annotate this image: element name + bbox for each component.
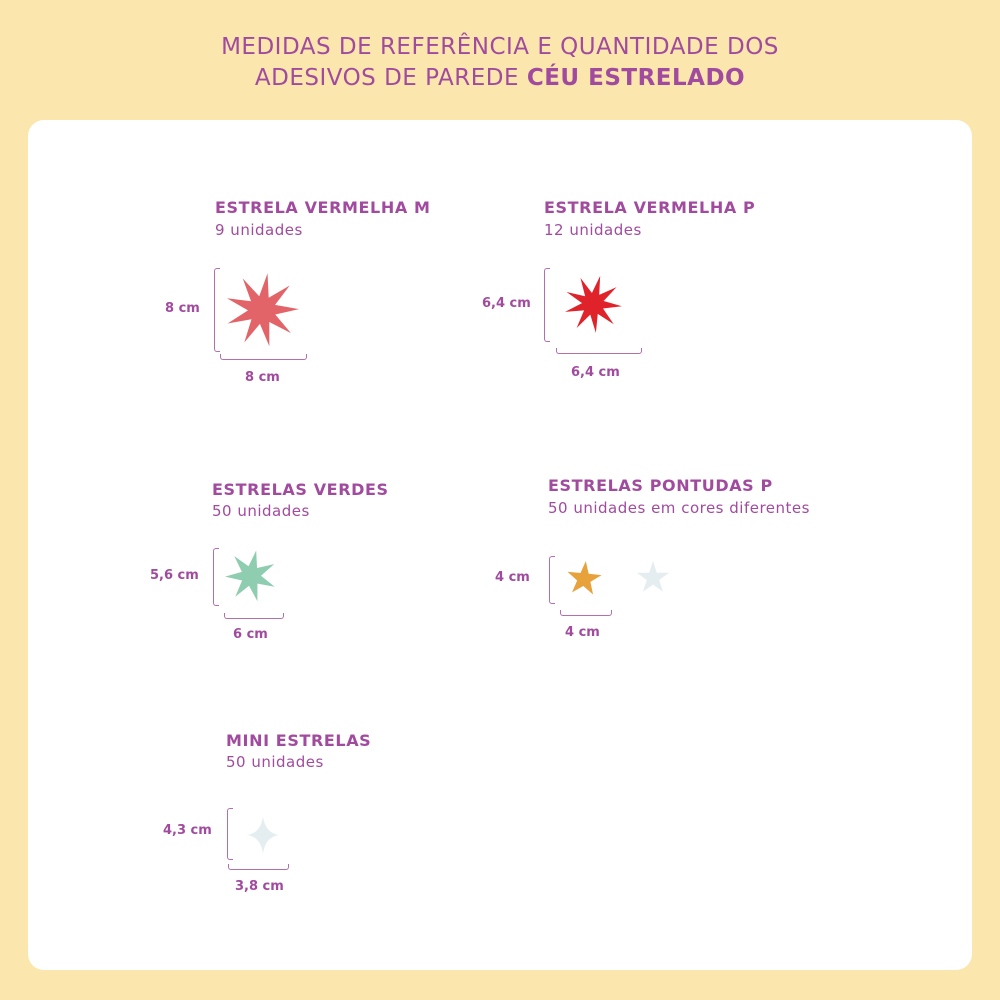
height-bracket	[544, 268, 550, 342]
star-7-point-icon	[224, 551, 278, 601]
width-label: 6,4 cm	[571, 365, 620, 380]
height-bracket	[213, 548, 219, 606]
star-5-point-icon	[565, 560, 603, 598]
title-line-2	[0, 63, 1000, 94]
height-bracket	[227, 808, 233, 860]
title-line-1: MEDIDAS DE REFERÊNCIA E QUANTIDADE DOS	[221, 34, 779, 60]
height-bracket	[214, 268, 220, 352]
width-bracket	[228, 864, 289, 870]
width-bracket	[220, 354, 307, 360]
width-label: 8 cm	[245, 370, 280, 385]
item-quantity: 9 unidades	[215, 221, 303, 239]
width-bracket	[560, 610, 612, 616]
item-name: ESTRELA VERMELHA M	[215, 198, 431, 217]
sparkle-4-point-icon	[245, 815, 281, 855]
width-label: 4 cm	[565, 625, 600, 640]
width-bracket	[224, 613, 284, 619]
star-5-point-alt-icon	[635, 560, 671, 596]
item-quantity: 50 unidades	[212, 502, 310, 520]
title-line-2-prefix: ADESIVOS DE PAREDE	[254, 65, 527, 91]
page-title	[0, 32, 1000, 94]
item-name: ESTRELA VERMELHA P	[544, 198, 756, 217]
height-label: 6,4 cm	[482, 296, 531, 311]
height-label: 4,3 cm	[163, 823, 212, 838]
content-panel	[28, 120, 972, 970]
width-label: 3,8 cm	[235, 879, 284, 894]
width-label: 6 cm	[233, 627, 268, 642]
title-line-2-bold: CÉU ESTRELADO	[526, 65, 746, 91]
height-bracket	[549, 556, 555, 604]
height-label: 4 cm	[495, 570, 530, 585]
star-9-point-icon	[224, 272, 300, 348]
item-quantity: 50 unidades	[226, 753, 324, 771]
height-label: 8 cm	[165, 301, 200, 316]
item-name: ESTRELAS VERDES	[212, 480, 389, 499]
star-9-point-icon	[563, 274, 623, 334]
item-quantity: 50 unidades em cores diferentes	[548, 499, 810, 517]
item-name: ESTRELAS PONTUDAS P	[548, 476, 773, 495]
item-name: MINI ESTRELAS	[226, 731, 372, 750]
item-quantity: 12 unidades	[544, 221, 642, 239]
width-bracket	[556, 348, 642, 354]
height-label: 5,6 cm	[150, 568, 199, 583]
